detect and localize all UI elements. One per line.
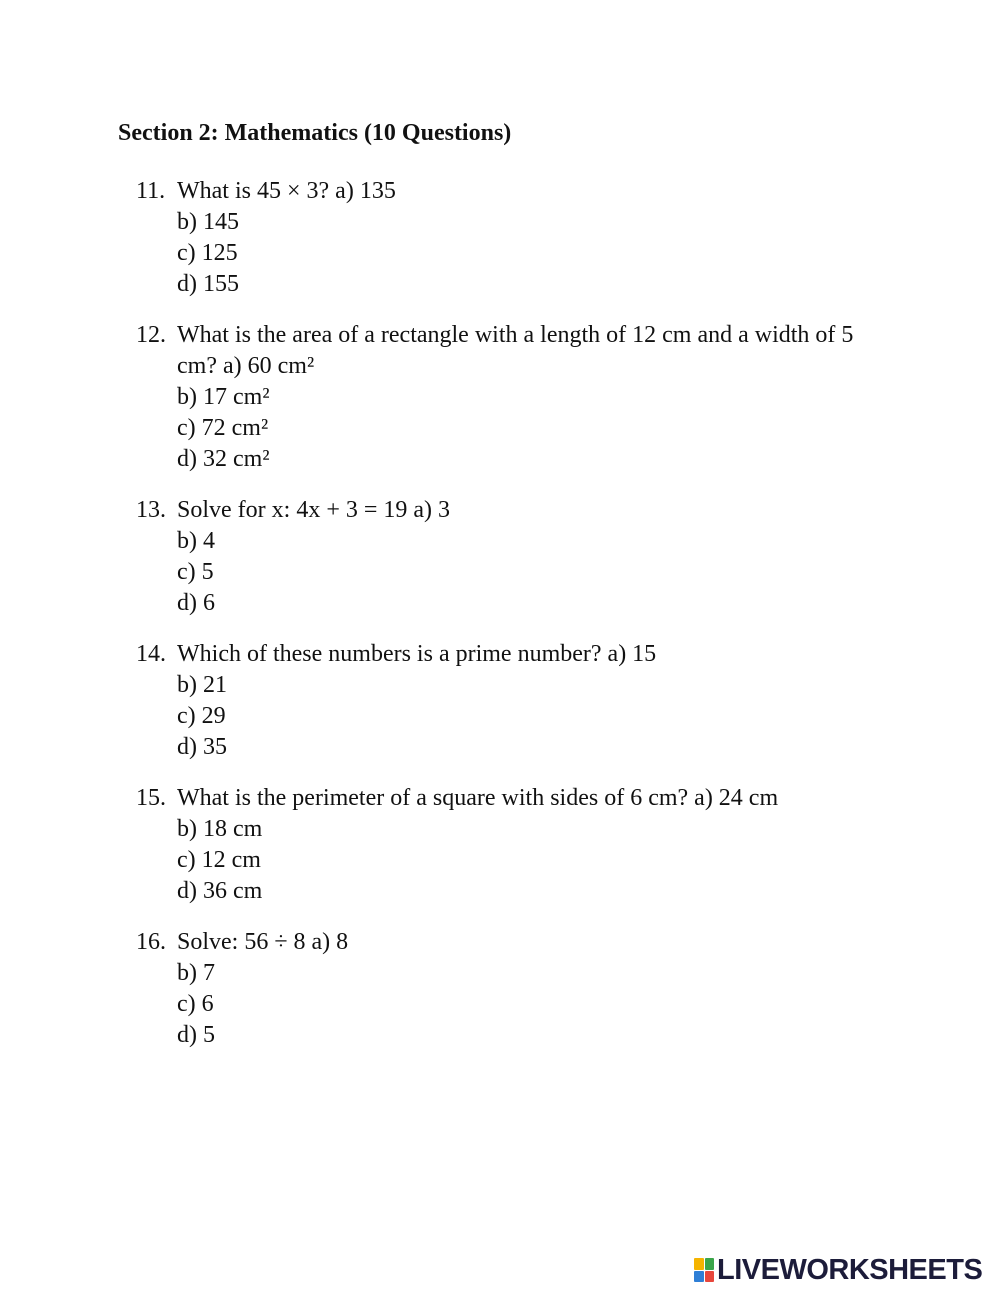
answer-option: c) 29: [177, 703, 226, 729]
question-item: [136, 927, 896, 1051]
answer-option: d) 36 cm: [177, 878, 263, 904]
answer-option: c) 5: [177, 559, 214, 585]
answer-option: d) 6: [177, 590, 215, 616]
answer-option: c) 12 cm: [177, 847, 261, 873]
answer-option: b) 4: [177, 528, 215, 554]
question-number: 13.: [136, 497, 166, 523]
question-number: 16.: [136, 929, 166, 955]
question-item: [136, 320, 896, 475]
answer-option: b) 18 cm: [177, 816, 263, 842]
answer-option: c) 72 cm²: [177, 415, 269, 441]
question-text: Solve for x: 4x + 3 = 19 a) 3: [177, 497, 451, 523]
logo-square: [694, 1271, 704, 1283]
question-number: 11.: [136, 178, 166, 204]
liveworksheets-logo-icon: [694, 1258, 714, 1282]
answer-option: d) 32 cm²: [177, 446, 270, 472]
question-text: What is the perimeter of a square with sides of 6 cm? a) 24 cm: [177, 785, 779, 811]
question-text: Which of these numbers is a prime number? a) 15: [177, 641, 657, 667]
question-text: Solve: 56 ÷ 8 a) 8: [177, 929, 349, 955]
answer-option: b) 7: [177, 960, 215, 986]
answer-option: d) 155: [177, 271, 239, 297]
logo-square: [694, 1258, 704, 1270]
question-number: 12.: [136, 322, 166, 348]
answer-option: c) 6: [177, 991, 214, 1017]
question-number: 15.: [136, 785, 166, 811]
question-text: What is the area of a rectangle with a length of 12 cm and a width of 5 cm? a) 60 cm²: [177, 322, 854, 379]
logo-text: LIVEWORKSHEETS: [717, 1254, 983, 1286]
logo-square: [705, 1258, 715, 1270]
answer-option: b) 145: [177, 209, 239, 235]
answer-option: b) 21: [177, 672, 227, 698]
logo-square: [705, 1271, 715, 1283]
question-text: What is 45 × 3? a) 135: [177, 178, 396, 204]
section-title: Section 2: Mathematics (10 Questions): [118, 120, 512, 146]
question-number: 14.: [136, 641, 166, 667]
question-item: [136, 639, 896, 763]
answer-option: c) 125: [177, 240, 238, 266]
question-item: [136, 495, 896, 619]
answer-option: d) 5: [177, 1022, 215, 1048]
answer-option: d) 35: [177, 734, 227, 760]
question-item: [136, 176, 896, 300]
question-item: [136, 783, 896, 907]
answer-option: b) 17 cm²: [177, 384, 270, 410]
question-list: [136, 176, 896, 1071]
liveworksheets-logo: [694, 1256, 982, 1284]
